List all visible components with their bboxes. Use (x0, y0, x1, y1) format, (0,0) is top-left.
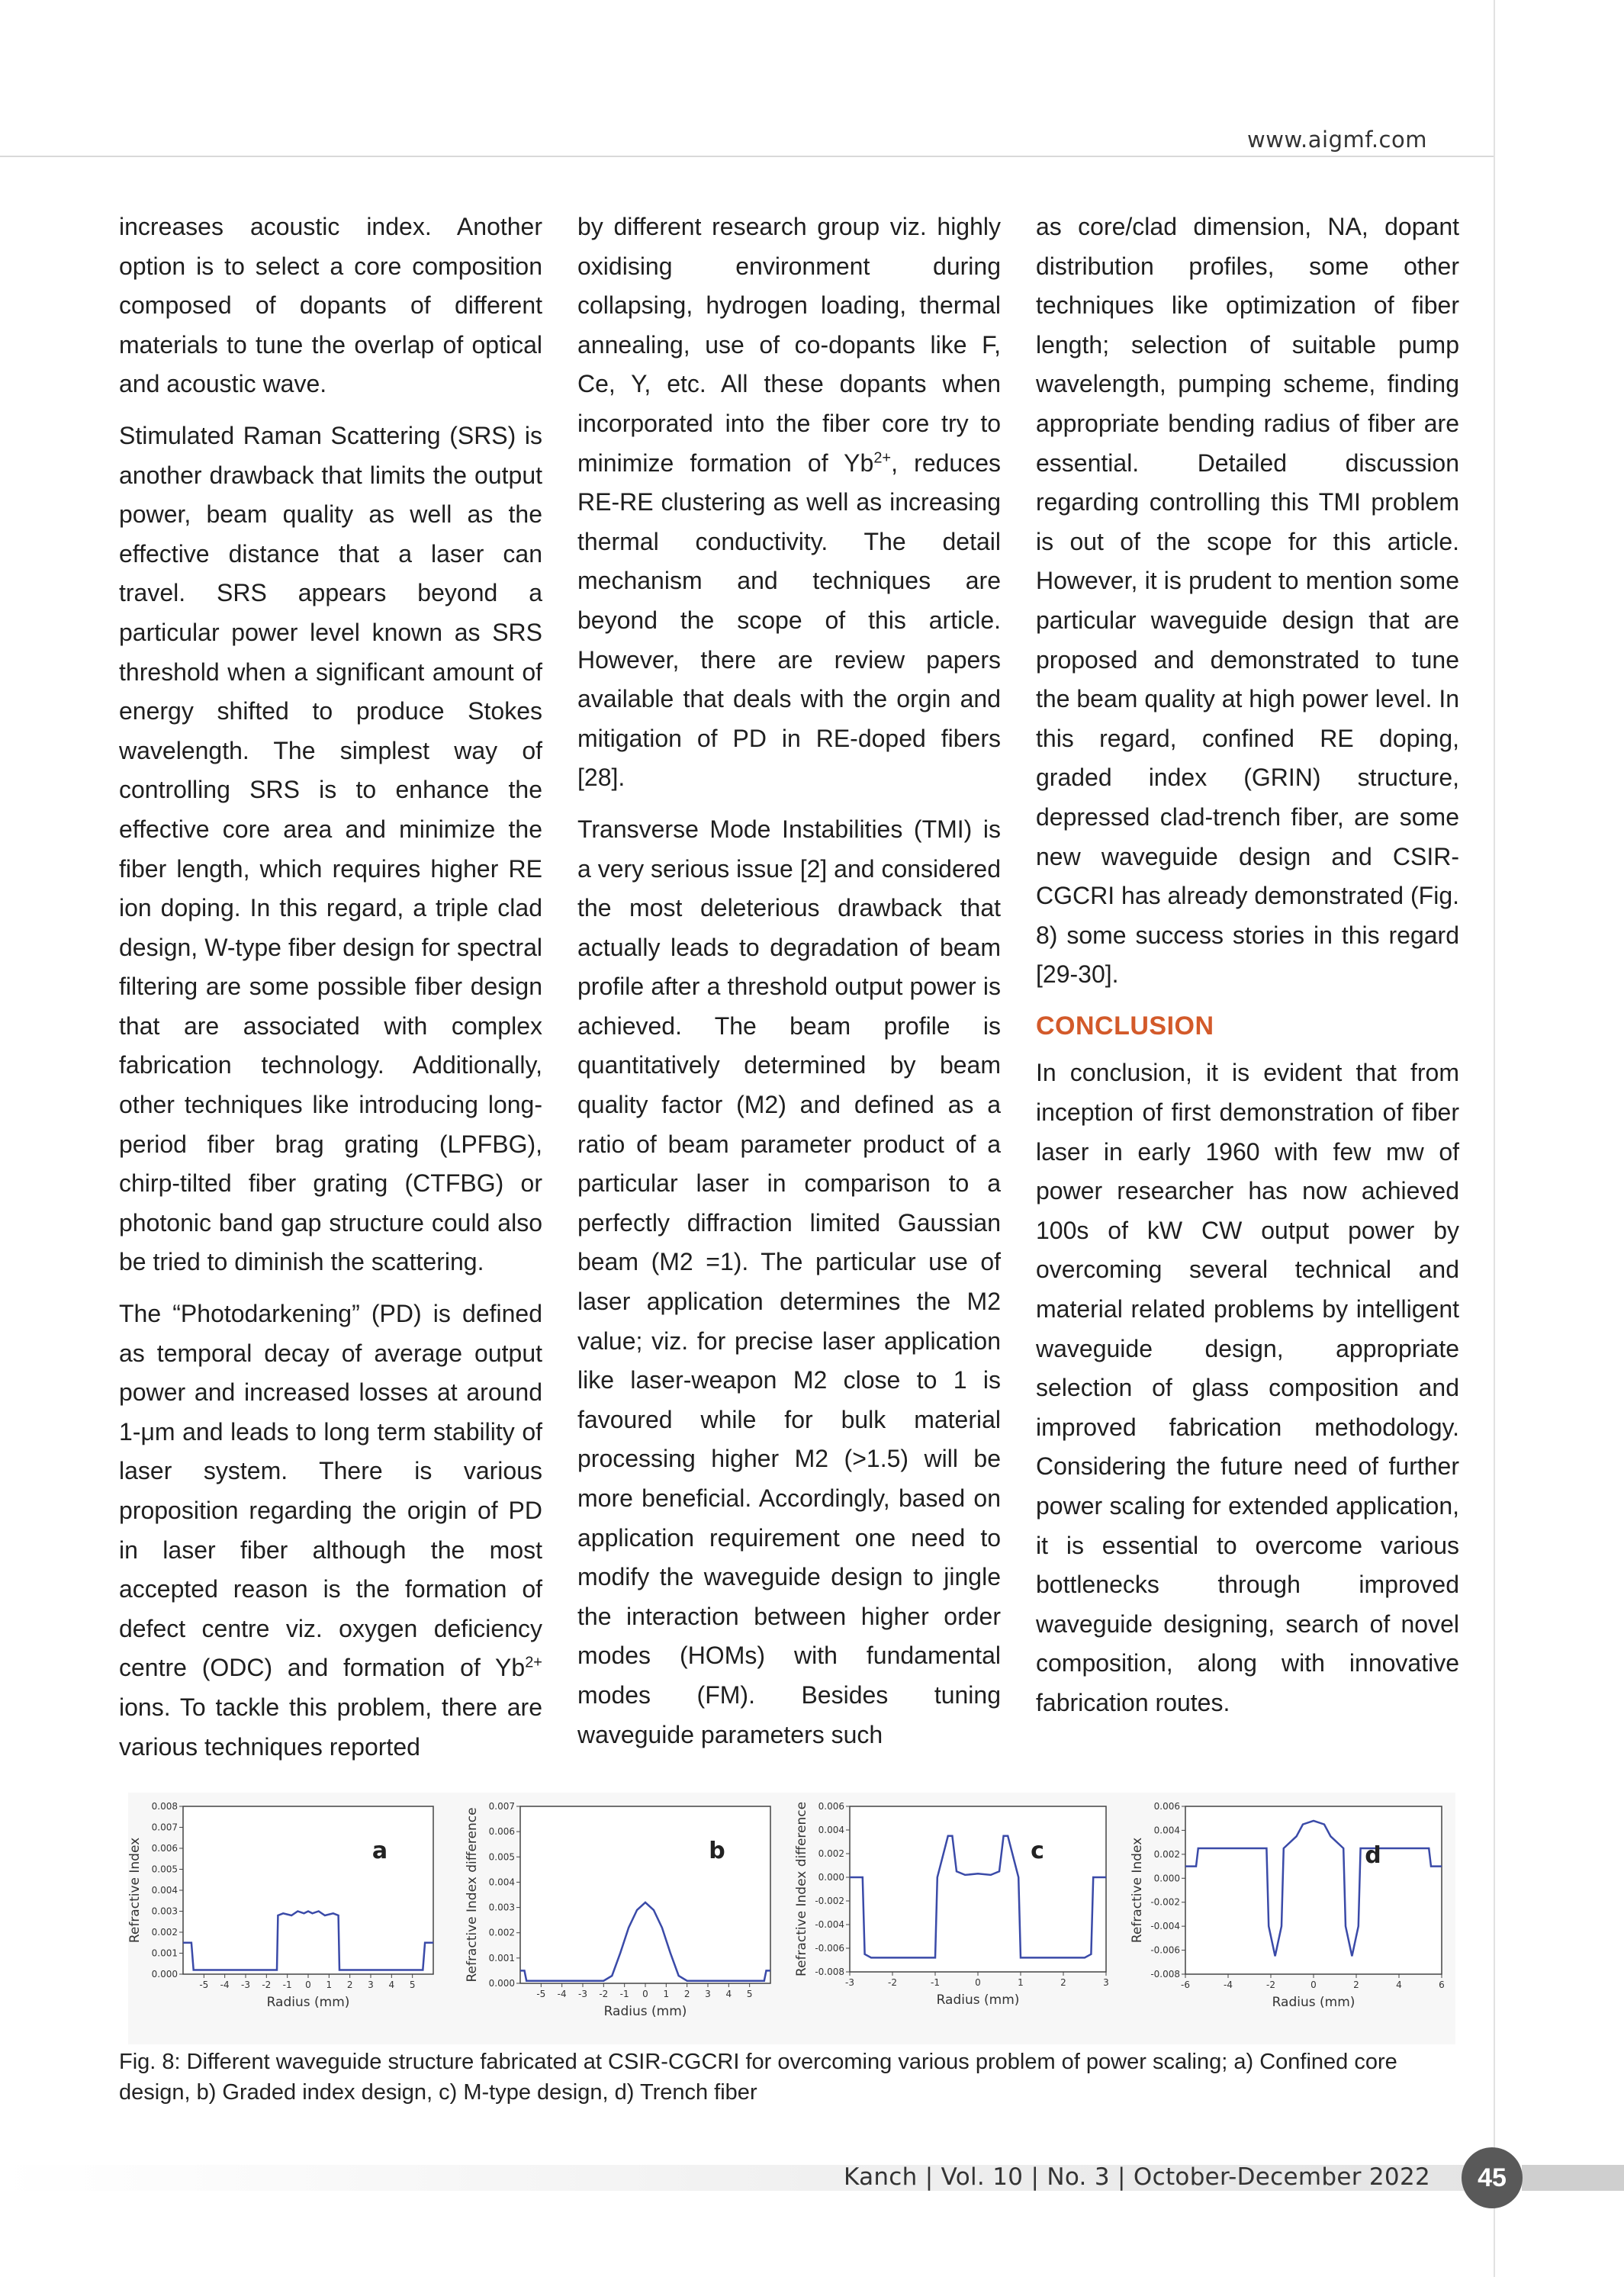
chart-panel-d (1121, 1793, 1455, 2044)
x-tick-label: -2 (599, 1989, 609, 1999)
y-tick-label: 0.006 (818, 1801, 844, 1812)
y-tick-label: 0.001 (488, 1952, 515, 1963)
y-axis-title: Refractive Index difference (465, 1807, 480, 1983)
y-tick-label: 0.005 (488, 1851, 515, 1863)
y-tick-label: 0.003 (151, 1906, 178, 1917)
x-tick-label: 5 (409, 1980, 416, 1990)
panel-letter: a (371, 1838, 388, 1864)
y-axis-title: Refractive Index (127, 1837, 143, 1944)
x-tick-label: 0 (305, 1980, 311, 1990)
chart-panel-c (786, 1793, 1121, 2044)
paragraph (577, 207, 1001, 798)
x-tick-label: -3 (578, 1989, 587, 1999)
paragraph-text: by different research group viz. highly oxidising environment during collapsing, hydrogen loading, thermal annealing, use of co-dopants like F, Ce, Y, etc. All these dopants when incorporated into the fiber core try to minimize formation of Yb (577, 213, 1001, 477)
paragraph: Transverse Mode Instabilities (TMI) is a very serious issue [2] and considered the most deleterious drawback that actually leads to degradation of beam profile after a threshold output power is achieved. The beam profile is quantitatively determined by beam quality factor (M2) and defined as a ratio of beam parameter product of a particular laser in comparison to a perfectly diffraction limited Gaussian beam (M2 =1). The particular use of laser application determines the M2 value; viz. for precise laser application like laser-weapon M2 close to 1 is favoured while for bulk material processing higher M2 (>1.5) will be more beneficial. Accordingly, based on application requirement one need to modify the waveguide design to jingle the interaction between higher order modes (HOMs) with fundamental modes (FM). Besides tuning waveguide parameters such (577, 815, 1001, 1748)
y-tick-label: 0.008 (151, 1801, 178, 1812)
x-tick-label: 4 (725, 1989, 732, 1999)
y-tick-label: 0.006 (1153, 1801, 1180, 1812)
x-tick-label: 3 (1103, 1977, 1109, 1988)
y-tick-label: 0.007 (488, 1801, 515, 1812)
paragraph-text: The “Photodarkening” (PD) is defined as temporal decay of average output power and increased losses at around 1-μm and leads to long term stability of laser system. There is various proposition regarding the origin of PD in laser fiber although the most accepted reason is the formation of defect centre viz. oxygen deficiency centre (ODC) and formation of Yb (119, 1300, 542, 1682)
footer-issue: Kanch | Vol. 10 | No. 3 | October-December 2022 (843, 2163, 1430, 2191)
y-tick-label: 0.000 (488, 1978, 515, 1989)
x-tick-label: -1 (619, 1989, 629, 1999)
x-tick-label: 2 (683, 1989, 690, 1999)
chart-panel-b (458, 1793, 786, 2044)
y-tick-label: -0.008 (815, 1967, 844, 1977)
text-column-2 (577, 207, 1001, 1767)
right-margin-rule (1494, 0, 1495, 2277)
y-tick-label: 0.002 (488, 1927, 515, 1938)
y-tick-label: -0.008 (1150, 1969, 1180, 1980)
y-tick-label: 0.005 (151, 1864, 178, 1875)
x-tick-label: 1 (1018, 1977, 1024, 1988)
y-tick-label: 0.002 (151, 1927, 178, 1938)
x-tick-label: 1 (663, 1989, 670, 1999)
plot-area (183, 1806, 433, 1974)
y-tick-label: -0.002 (815, 1896, 844, 1906)
paragraph-text: , reduces RE-RE clustering as well as increasing thermal conductivity. The detail mechanism and techniques are beyond the scope of this article. However, there are review papers available that deals with the orgin and mitigation of PD in RE-doped fibers [28]. (577, 449, 1002, 792)
paragraph: In conclusion, it is evident that from inception of first demonstration of fiber laser in early 1960 with few mw of power researcher has now achieved 100s of kW CW output power by overcoming several technical and material related problems by intelligent waveguide design, appropriate selection of glass composition and improved fabrication methodology. Considering the future need of further power scaling for extended application, it is essential to overcome various bottlenecks through improved waveguide designing, search of novel composition, along with innovative fabrication routes. (1036, 1059, 1459, 1716)
y-tick-label: -0.006 (1150, 1944, 1180, 1956)
x-axis-title: Radius (mm) (603, 2004, 687, 2019)
plot-area (1185, 1806, 1442, 1974)
y-tick-label: 0.004 (818, 1825, 844, 1835)
text-column-3 (1036, 207, 1459, 1735)
x-tick-label: 2 (1060, 1977, 1066, 1988)
x-tick-label: 4 (1396, 1980, 1402, 1990)
y-tick-label: 0.000 (151, 1969, 178, 1980)
panel-letter: c (1031, 1838, 1044, 1864)
y-tick-label: 0.006 (151, 1843, 178, 1854)
chart-c-svg (786, 1793, 1121, 2044)
x-tick-label: 0 (1310, 1980, 1317, 1990)
header-rule (0, 156, 1494, 157)
y-tick-label: 0.007 (151, 1822, 178, 1833)
x-tick-label: -3 (845, 1977, 854, 1988)
x-tick-label: 3 (368, 1980, 374, 1990)
x-tick-label: 1 (326, 1980, 333, 1990)
x-tick-label: -3 (241, 1980, 250, 1990)
x-tick-label: 5 (746, 1989, 753, 1999)
y-tick-label: -0.004 (815, 1919, 844, 1930)
x-tick-label: 0 (642, 1989, 648, 1999)
paragraph (119, 1294, 542, 1767)
footer-bar-right (1522, 2165, 1624, 2191)
section-heading: CONCLUSION (1036, 1011, 1214, 1040)
paragraph: increases acoustic index. Another option is to select a core composition composed of dopants of different materials to tune the overlap of optical and acoustic wave. (119, 213, 542, 398)
y-tick-label: 0.003 (488, 1902, 515, 1913)
x-tick-label: 2 (1353, 1980, 1359, 1990)
y-tick-label: -0.006 (815, 1943, 844, 1954)
y-axis-title: Refractive Index difference (794, 1801, 809, 1977)
y-tick-label: 0.002 (1153, 1848, 1180, 1860)
y-axis-title: Refractive Index (1130, 1837, 1145, 1944)
text-column-1 (119, 207, 542, 1779)
y-tick-label: 0.004 (1153, 1825, 1180, 1836)
chart-b-svg (458, 1793, 786, 2044)
paragraph: Stimulated Raman Scattering (SRS) is another drawback that limits the output power, beam quality as well as the effective distance that a laser can travel. SRS appears beyond a particular power level known as SRS threshold when a significant amount of energy shifted to produce Stokes wavelength. The simplest way of controlling SRS is to enhance the effective core area and minimize the fiber length, which requires higher RE ion doping. In this regard, a triple clad design, W-type fiber design for spectral filtering are some possible fiber design that are associated with complex fabrication technology. Additionally, other techniques like introducing long-period fiber brag grating (LPFBG), chirp-tilted fiber grating (CTFBG) or photonic band gap structure could also be tried to diminish the scattering. (119, 421, 542, 1276)
x-tick-label: -6 (1181, 1980, 1190, 1990)
chart-a-svg (128, 1793, 449, 2044)
x-tick-label: 4 (388, 1980, 395, 1990)
y-tick-label: 0.000 (1153, 1873, 1180, 1884)
y-tick-label: 0.004 (488, 1877, 515, 1888)
x-tick-label: -4 (1224, 1980, 1233, 1990)
y-tick-label: -0.002 (1150, 1896, 1180, 1908)
page-number-badge: 45 (1462, 2147, 1523, 2208)
site-url: www.aigmf.com (1247, 127, 1427, 153)
x-tick-label: -1 (282, 1980, 292, 1990)
superscript: 2+ (525, 1654, 542, 1671)
y-tick-label: 0.002 (818, 1848, 844, 1859)
x-tick-label: -4 (220, 1980, 230, 1990)
plot-area (850, 1806, 1106, 1972)
y-tick-label: 0.001 (151, 1947, 178, 1959)
x-axis-title: Radius (mm) (1272, 1995, 1355, 2010)
plot-area (520, 1806, 770, 1983)
chart-d-svg (1121, 1793, 1455, 2044)
panel-letter: d (1365, 1842, 1381, 1869)
x-axis-title: Radius (mm) (936, 1992, 1020, 2008)
x-tick-label: -1 (931, 1977, 940, 1988)
x-tick-label: -2 (888, 1977, 897, 1988)
x-axis-title: Radius (mm) (266, 1995, 350, 2010)
x-tick-label: -2 (1266, 1980, 1275, 1990)
y-tick-label: -0.004 (1150, 1921, 1180, 1932)
x-tick-label: 0 (975, 1977, 981, 1988)
panel-letter: b (709, 1838, 725, 1864)
superscript: 2+ (873, 449, 892, 466)
chart-panel-a (128, 1793, 449, 2044)
x-tick-label: -2 (262, 1980, 272, 1990)
x-tick-label: 6 (1439, 1980, 1445, 1990)
x-tick-label: -5 (536, 1989, 546, 1999)
x-tick-label: 3 (705, 1989, 711, 1999)
x-tick-label: -4 (557, 1989, 567, 1999)
y-tick-label: 0.004 (151, 1885, 178, 1896)
paragraph: as core/clad dimension, NA, dopant distribution profiles, some other techniques like optimization of fiber length; selection of suitable pump wavelength, pumping scheme, finding appropriate bending radius of fiber are essential. Detailed discussion regarding controlling this TMI problem is out of the scope for this article. However, it is prudent to mention some particular waveguide design that are proposed and demonstrated to tune the beam quality at high power level. In this regard, confined RE doping, graded index (GRIN) structure, depressed clad-trench fiber, are some new waveguide design and CSIR-CGCRI has already demonstrated (Fig. 8) some success stories in this regard [29-30]. (1036, 213, 1459, 989)
y-tick-label: 0.006 (488, 1826, 515, 1838)
y-tick-label: 0.000 (818, 1872, 844, 1883)
x-tick-label: 2 (346, 1980, 353, 1990)
figure-8 (128, 1793, 1455, 2044)
paragraph-text: ions. To tackle this problem, there are various techniques reported (119, 1693, 542, 1761)
figure-caption: Fig. 8: Different waveguide structure fabricated at CSIR-CGCRI for overcoming various problem of power scaling; a) Confined core design, b) Graded index design, c) M-type design, d) Trench fiber (119, 2050, 1397, 2105)
x-tick-label: -5 (199, 1980, 209, 1990)
